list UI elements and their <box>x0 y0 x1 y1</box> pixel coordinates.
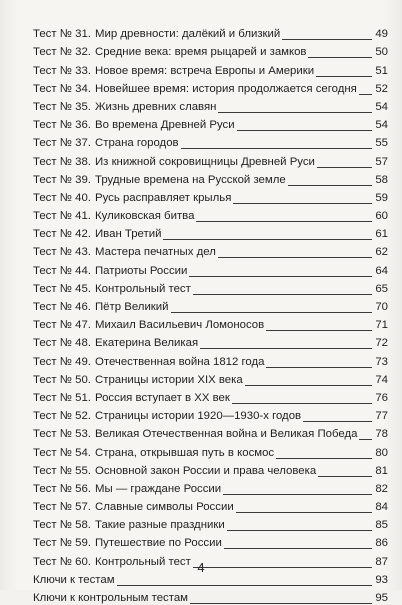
toc-entry <box>33 332 388 350</box>
test-number: Тест № 49. <box>33 355 91 368</box>
leader-line <box>117 585 372 586</box>
leader-line <box>308 57 372 58</box>
entry-title: Русь расправляет крылья <box>95 191 232 204</box>
entry-title: Такие разные праздники <box>95 519 225 532</box>
test-number: Тест № 52. <box>33 410 91 423</box>
entry-page-number: 64 <box>375 264 388 277</box>
entry-page-number: 51 <box>375 64 388 77</box>
test-number: Тест № 59. <box>33 537 91 550</box>
leader-line <box>227 530 372 531</box>
entry-page-number: 62 <box>375 246 388 259</box>
leader-line <box>190 603 372 604</box>
entry-title: Великая Отечественная война и Великая Победа <box>95 428 358 441</box>
entry-page-number: 73 <box>375 355 388 368</box>
toc-entry <box>33 460 388 478</box>
test-number: Тест № 56. <box>33 482 91 495</box>
test-number: Тест № 47. <box>33 319 91 332</box>
entry-page-number: 61 <box>375 228 388 241</box>
leader-line <box>317 167 372 168</box>
entry-title: Средние века: время рыцарей и замков <box>95 46 307 59</box>
entry-title: Ключи к тестам <box>33 573 115 586</box>
entry-page-number: 86 <box>375 537 388 550</box>
entry-title: Во времена Древней Руси <box>95 119 235 132</box>
entry-title: Путешествие по России <box>95 537 222 550</box>
leader-line <box>282 39 372 40</box>
toc-entry <box>33 441 388 459</box>
test-number: Тест № 45. <box>33 282 91 295</box>
entry-page-number: 57 <box>375 155 388 168</box>
entry-title: Мы — граждане России <box>95 482 222 495</box>
leader-line <box>303 421 372 422</box>
toc-entry <box>33 169 388 187</box>
test-number: Тест № 38. <box>33 155 91 168</box>
leader-line <box>193 294 372 295</box>
test-number: Тест № 43. <box>33 246 91 259</box>
test-number: Тест № 46. <box>33 301 91 313</box>
entry-title: Страницы истории XIX века <box>95 373 243 386</box>
entry-page-number: 74 <box>375 373 388 386</box>
toc-entry <box>33 314 388 332</box>
leader-line <box>200 348 372 349</box>
entry-page-number: 80 <box>375 446 388 459</box>
test-number: Тест № 53. <box>33 428 91 441</box>
entry-title: Мастера печатных дел <box>95 246 216 259</box>
test-number: Тест № 54. <box>33 446 91 459</box>
leader-line <box>266 330 372 331</box>
leader-line <box>288 185 372 186</box>
test-number: Тест № 32. <box>33 46 91 59</box>
entry-title: Страна, открывшая путь в космос <box>95 446 275 459</box>
entry-title: Страницы истории 1920—1930-х годов <box>95 410 302 423</box>
entry-title: Славные символы России <box>95 501 234 514</box>
entry-page-number: 50 <box>375 46 388 59</box>
leader-line <box>266 367 372 368</box>
toc-entry <box>33 223 388 241</box>
test-number: Тест № 34. <box>33 82 91 95</box>
entry-title: Основной закон России и права человека <box>95 464 317 477</box>
entry-page-number: 93 <box>375 573 388 586</box>
toc-entry <box>33 41 388 59</box>
entry-title: Страна городов <box>95 137 179 150</box>
entry-page-number: 65 <box>375 282 388 295</box>
leader-line <box>171 312 372 313</box>
entry-page-number: 54 <box>375 100 388 113</box>
entry-title: Россия вступает в XX век <box>95 391 230 404</box>
leader-line <box>223 494 372 495</box>
entry-page-number: 72 <box>375 337 388 350</box>
entry-title: Контрольный тест <box>95 555 191 568</box>
leader-line <box>189 276 372 277</box>
toc-entry <box>33 59 388 77</box>
page-number: 4 <box>197 560 205 575</box>
toc-entry <box>33 278 388 296</box>
entry-page-number: 78 <box>375 428 388 441</box>
leader-line <box>233 203 372 204</box>
entry-title: Трудные времена на Русской земле <box>95 173 286 186</box>
toc-entry <box>33 132 388 150</box>
leader-line <box>181 148 372 149</box>
toc-entry <box>33 405 388 423</box>
leader-line <box>163 239 372 240</box>
test-number: Тест № 60. <box>33 555 91 568</box>
leader-line <box>318 476 372 477</box>
entry-title: Новейшее время: история продолжается сегодня <box>95 82 357 95</box>
test-number: Тест № 51. <box>33 391 91 404</box>
toc-entry <box>33 423 388 441</box>
toc-entry <box>33 478 388 496</box>
test-number: Тест № 57. <box>33 501 91 514</box>
test-number: Тест № 41. <box>33 210 91 223</box>
entry-page-number: 55 <box>375 137 388 150</box>
test-number: Тест № 55. <box>33 464 91 477</box>
test-number: Тест № 33. <box>33 64 91 77</box>
leader-line <box>218 112 372 113</box>
entry-title: Патриоты России <box>95 264 188 277</box>
entry-title: Отечественная война 1812 года <box>95 355 265 368</box>
entry-page-number: 85 <box>375 519 388 532</box>
entry-page-number: 70 <box>375 301 388 313</box>
toc-entry <box>33 241 388 259</box>
leader-line <box>232 403 372 404</box>
toc-entry <box>33 96 388 114</box>
entry-page-number: 81 <box>375 464 388 477</box>
entry-title: Пётр Великий <box>95 301 169 313</box>
test-number: Тест № 50. <box>33 373 91 386</box>
test-number: Тест № 58. <box>33 519 91 532</box>
entry-page-number: 71 <box>375 319 388 332</box>
leader-line <box>316 76 372 77</box>
leader-line <box>276 458 372 459</box>
test-number: Тест № 44. <box>33 264 91 277</box>
toc-entry <box>33 387 388 405</box>
test-number: Тест № 40. <box>33 191 91 204</box>
entry-title: Из книжной сокровищницы Древней Руси <box>95 155 315 168</box>
entry-title: Иван Третий <box>95 228 162 241</box>
toc-entry <box>33 514 388 532</box>
entry-title: Куликовская битва <box>95 210 195 223</box>
entry-title: Жизнь древних славян <box>95 100 217 113</box>
entry-page-number: 52 <box>375 82 388 95</box>
entry-page-number: 77 <box>375 410 388 423</box>
test-number: Тест № 42. <box>33 228 91 241</box>
test-number: Тест № 39. <box>33 173 91 186</box>
entry-title: Екатерина Великая <box>95 337 199 350</box>
leader-line <box>196 221 372 222</box>
test-number: Тест № 31. <box>33 28 91 41</box>
entry-page-number: 58 <box>375 173 388 186</box>
leader-line <box>237 130 372 131</box>
test-number: Тест № 36. <box>33 119 91 132</box>
entry-page-number: 76 <box>375 391 388 404</box>
toc-entry <box>33 78 388 96</box>
toc-entry <box>33 350 388 368</box>
entry-page-number: 84 <box>375 501 388 514</box>
entry-title: Мир древности: далёкий и близкий <box>95 28 281 41</box>
test-number: Тест № 35. <box>33 100 91 113</box>
entry-page-number: 87 <box>375 555 388 568</box>
leader-line <box>218 257 372 258</box>
leader-line <box>224 548 372 549</box>
toc-entry <box>33 369 388 387</box>
entry-title: Ключи к контрольным тестам <box>33 592 188 604</box>
leader-line <box>359 439 372 440</box>
test-number: Тест № 48. <box>33 337 91 350</box>
leader-line <box>236 512 372 513</box>
entry-title: Контрольный тест <box>95 282 191 295</box>
entry-title: Новое время: встреча Европы и Америки <box>95 64 315 77</box>
entry-page-number: 60 <box>375 210 388 223</box>
entry-title: Михаил Васильевич Ломоносов <box>95 319 265 332</box>
toc-entry <box>33 532 388 550</box>
entry-page-number: 82 <box>375 482 388 495</box>
leader-line <box>245 385 372 386</box>
toc-entry <box>33 259 388 277</box>
toc-entry <box>33 496 388 514</box>
leader-line <box>359 94 372 95</box>
table-of-contents <box>33 23 388 605</box>
toc-entry <box>33 205 388 223</box>
entry-page-number: 59 <box>375 191 388 204</box>
toc-entry <box>33 114 388 132</box>
toc-entry <box>33 23 388 41</box>
toc-entry <box>33 296 388 314</box>
entry-page-number: 54 <box>375 119 388 132</box>
test-number: Тест № 37. <box>33 137 91 150</box>
toc-entry <box>33 150 388 168</box>
toc-entry <box>33 187 388 205</box>
entry-page-number: 49 <box>375 28 388 41</box>
entry-page-number: 95 <box>375 592 388 604</box>
